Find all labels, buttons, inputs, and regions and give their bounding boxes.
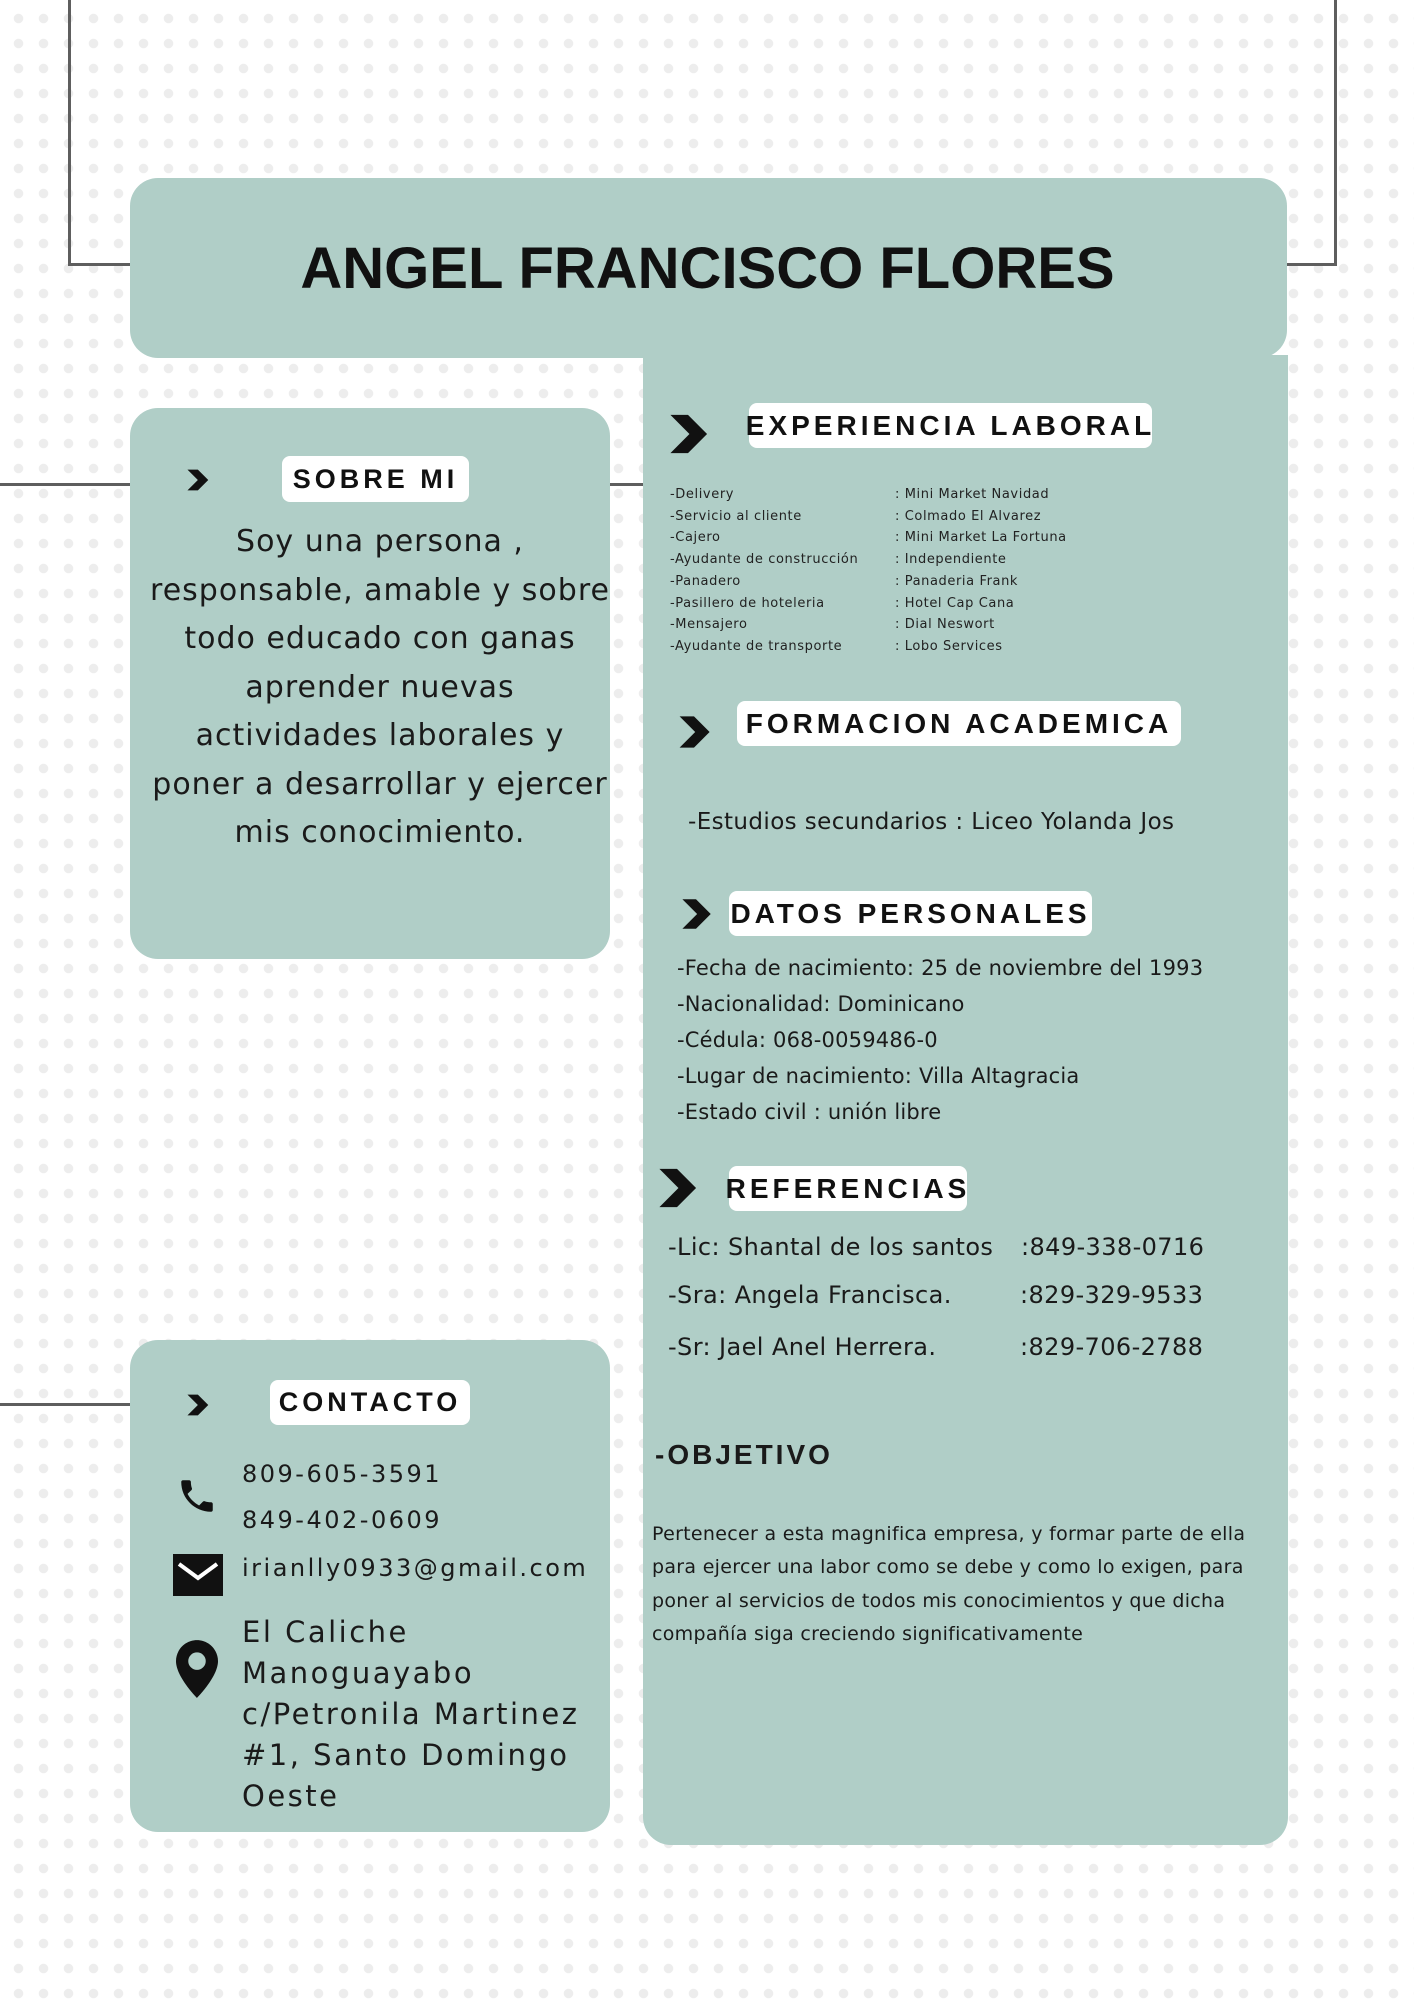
frame-left-horizontal (68, 263, 138, 266)
about-connector-line (0, 483, 140, 486)
contact-connector-line (0, 1403, 140, 1406)
reference-name: -Sr: Jael Anel Herrera. (668, 1333, 937, 1361)
chevron-right-icon (666, 412, 710, 456)
list-item: -Delivery (670, 487, 735, 502)
chevron-right-icon (679, 897, 713, 931)
list-item: -Pasillero de hoteleria (670, 595, 825, 611)
reference-phone: :829-706-2788 (1020, 1333, 1204, 1361)
list-item: : Panaderia Frank (895, 573, 1019, 589)
about-heading: SOBRE MI (282, 456, 469, 502)
list-item: -Ayudante de construcción (670, 552, 859, 568)
list-item: -Ayudante de transporte (670, 638, 843, 654)
personal-line: -Cédula: 068-0059486-0 (677, 1028, 938, 1052)
experience-heading: EXPERIENCIA LABORAL (749, 403, 1152, 448)
list-item: : Hotel Cap Cana (895, 595, 1015, 611)
list-item: : Independiente (895, 552, 1007, 568)
personal-heading: DATOS PERSONALES (729, 891, 1092, 936)
list-item: -Mensajero (670, 617, 748, 633)
chevron-right-icon (655, 1166, 699, 1210)
frame-right-vertical (1334, 0, 1337, 266)
chevron-right-icon (676, 714, 712, 750)
objective-heading: -OBJETIVO (655, 1439, 833, 1470)
reference-name: -Sra: Angela Francisca. (668, 1281, 952, 1309)
education-heading: FORMACION ACADEMICA (737, 701, 1181, 746)
personal-line: -Estado civil : unión libre (677, 1100, 942, 1124)
list-item: -Cajero (670, 530, 721, 546)
frame-left-vertical (68, 0, 71, 266)
about-text: Soy una persona , responsable, amable y sobre todo educado con ganas aprender nuevas actividades laborales y poner a desarrollar y ejercer mis conocimiento. (150, 524, 610, 850)
phone-icon (176, 1475, 218, 1517)
email-link[interactable]: irianlly0933@gmail.com (242, 1554, 589, 1582)
reference-name: -Lic: Shantal de los santos (668, 1233, 994, 1261)
address-text: El Caliche Manoguayabo c/Petronila Martinez #1, Santo Domingo Oeste (242, 1615, 580, 1813)
experience-companies (895, 484, 1067, 658)
education-line: -Estudios secundarios : Liceo Yolanda Jos (688, 809, 1175, 835)
list-item: : Dial Neswort (895, 617, 995, 633)
personal-line: -Nacionalidad: Dominicano (677, 992, 965, 1016)
list-item: : Colmado El Alvarez (895, 508, 1042, 524)
chevron-right-icon (184, 1392, 210, 1418)
email-icon (173, 1554, 223, 1596)
references-heading: REFERENCIAS (729, 1166, 967, 1211)
reference-phone: :829-329-9533 (1020, 1281, 1204, 1309)
phone-2[interactable]: 849-402-0609 (242, 1506, 443, 1534)
list-item: : Mini Market Navidad (895, 487, 1050, 502)
objective-text: Pertenecer a esta magnifica empresa, y formar parte de ella para ejercer una labor como se debe y como lo exigen, para poner al servicios de todos mis conocimientos y que dicha compañía siga creciendo significativamente (652, 1523, 1246, 1645)
page-title: ANGEL FRANCISCO FLORES (300, 235, 1115, 301)
personal-line: -Lugar de nacimiento: Villa Altagracia (677, 1064, 1080, 1088)
chevron-right-icon (184, 467, 210, 493)
personal-line: -Fecha de nacimiento: 25 de noviembre del 1993 (677, 956, 1204, 980)
list-item: : Lobo Services (895, 638, 1003, 654)
phone-1[interactable]: 809-605-3591 (242, 1460, 443, 1488)
frame-right-horizontal (1280, 263, 1337, 266)
experience-roles (670, 484, 858, 658)
reference-phone: :849-338-0716 (1021, 1233, 1205, 1261)
location-pin-icon (176, 1640, 218, 1698)
list-item: -Servicio al cliente (670, 508, 802, 524)
list-item: : Mini Market La Fortuna (895, 530, 1067, 546)
contact-heading: CONTACTO (270, 1380, 470, 1425)
list-item: -Panadero (670, 573, 741, 589)
